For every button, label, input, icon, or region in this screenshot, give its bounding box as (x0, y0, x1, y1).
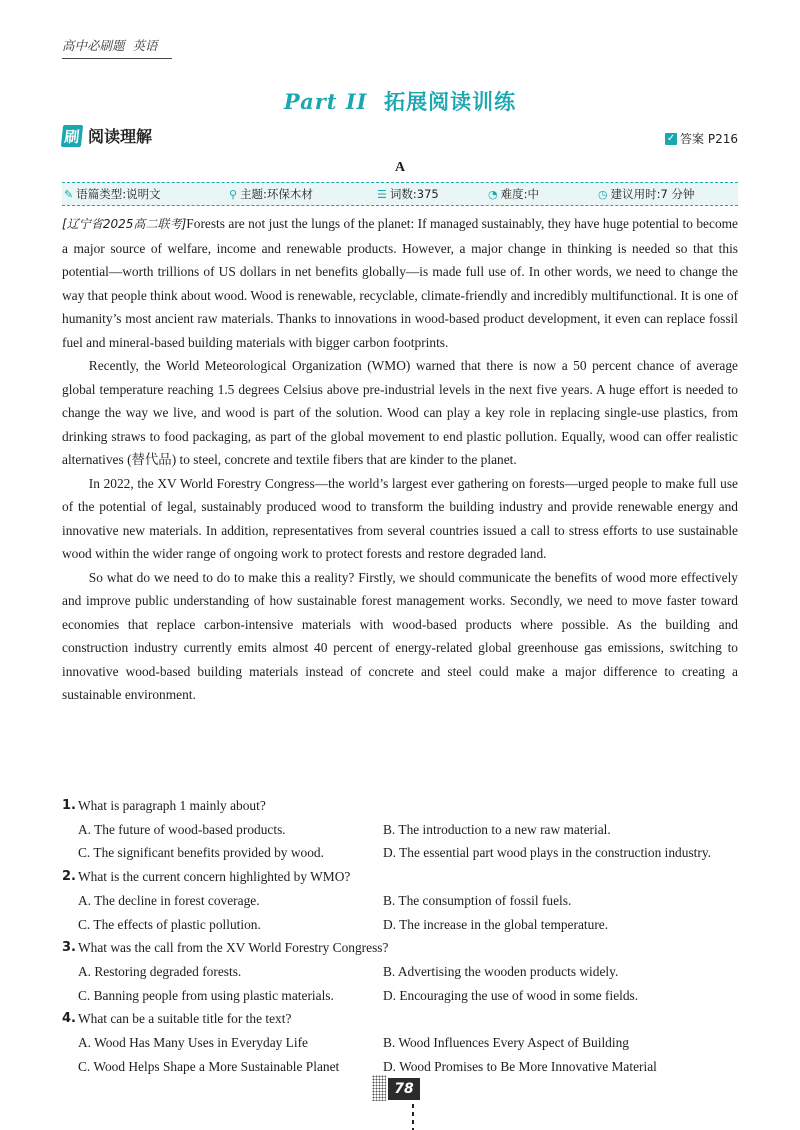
search-icon: ⚲ (229, 187, 238, 201)
list-icon: ☰ (377, 187, 387, 201)
part-label: Part II (283, 89, 368, 114)
option-d[interactable]: D. Wood Promises to Be More Innovative Material (383, 1058, 657, 1074)
question-stem: What is the current concern highlighted by WMO? (78, 869, 351, 885)
option-c[interactable]: C. Banning people from using plastic materials. (78, 987, 334, 1003)
option-b[interactable]: B. The consumption of fossil fuels. (383, 892, 572, 908)
question-number: 2. (62, 869, 76, 885)
page-number-decoration (372, 1075, 386, 1101)
question-number: 4. (62, 1011, 76, 1027)
paragraph: Recently, the World Meteorological Organization (WMO) warned that there is now a 50 percent chance of average global temperature reaching 1.5 degrees Celsius above pre-industrial levels in the next five years. A huge effort is needed to change the way we live, and wood is part of the solution. Wood can play a key role in replacing single-use plastics, from drinking straws to food packaging, as part of the global movement to end plastic pollution. Equally, wood can offer realistic alternatives (替代品) to steel, concrete and textile fibers that are kinder to the planet. (62, 358, 738, 467)
info-time (598, 186, 694, 202)
question-4 (62, 1007, 752, 1078)
question-stem: What can be a suitable title for the text? (78, 1011, 292, 1027)
question-1 (62, 794, 752, 865)
question-number: 1. (62, 798, 76, 813)
answer-ref-text: 答案 P216 (680, 132, 738, 146)
info-text: 建议用时:7 分钟 (610, 187, 695, 201)
subject-label: 英语 (132, 38, 158, 53)
paragraph-text: Forests are not just the lungs of the planet: If managed sustainably, they have huge potential to become a major source of welfare, income and renewable products. However, a major change in thinking is needed so that this potential—worth trillions of US dollars in net benefits globally—is made full use of. In other words, we need to change the way that people think about wood. Wood is renewable, recyclable, climate-friendly and incredibly multifunctional. It is one of humanity’s most ancient raw materials. Thanks to innovations in wood-based product development, it even can replace fossil fuel and mineral-based building materials with bigger carbon footprints. (62, 216, 738, 350)
question-3 (62, 936, 752, 1007)
info-difficulty (488, 186, 598, 202)
check-icon: ✓ (666, 132, 676, 144)
option-a[interactable]: A. Restoring degraded forests. (78, 963, 242, 979)
info-text: 词数:375 (389, 187, 439, 201)
option-d[interactable]: D. Encouraging the use of wood in some fields. (383, 987, 639, 1003)
option-d[interactable]: D. The essential part wood plays in the construction industry. (383, 845, 712, 861)
document-icon: ✎ (64, 187, 74, 201)
question-2 (62, 865, 752, 936)
reading-passage (62, 212, 738, 707)
question-list (62, 794, 752, 1078)
info-topic (229, 186, 377, 202)
question-stem: What is paragraph 1 mainly about? (78, 798, 266, 813)
option-a[interactable]: A. Wood Has Many Uses in Everyday Life (78, 1035, 308, 1051)
info-text: 语篇类型:说明文 (76, 187, 161, 201)
section-heading (62, 124, 152, 147)
paragraph: So what do we need to do to make this a reality? Firstly, we should communicate the benefits of wood more effectively and improve public understanding of how sustainable forest management works. Secondly, we need to move faster toward economies that replace carbon-intensive materials with wood-based products where possible. As the building and construction industry currently emits almost 40 percent of energy-related global greenhouse gas emissions, switching to innovative wood-based building materials instead of concrete and steel could make a major difference to creating a sustainable environment. (62, 569, 738, 702)
book-title: 高中必刷题 (62, 38, 125, 53)
brush-icon: 刷 (61, 125, 83, 147)
option-c[interactable]: C. The effects of plastic pollution. (78, 916, 261, 932)
passage-label: A (394, 160, 406, 175)
option-b[interactable]: B. The introduction to a new raw material. (383, 821, 611, 837)
clock-icon: ◷ (598, 187, 608, 201)
option-a[interactable]: A. The future of wood-based products. (78, 821, 286, 837)
info-word-count (377, 186, 488, 202)
option-b[interactable]: B. Wood Influences Every Aspect of Building (383, 1035, 629, 1051)
part-name: 拓展阅读训练 (384, 90, 517, 114)
header-divider (62, 58, 172, 59)
option-a[interactable]: A. The decline in forest coverage. (78, 892, 260, 908)
option-b[interactable]: B. Advertising the wooden products widely. (383, 963, 619, 979)
option-c[interactable]: C. The significant benefits provided by wood. (78, 845, 324, 861)
gauge-icon: ◔ (488, 187, 498, 201)
passage-info-bar (62, 182, 738, 206)
part-title (0, 86, 800, 116)
info-text: 主题:环保木材 (240, 187, 313, 201)
option-c[interactable]: C. Wood Helps Shape a More Sustainable Planet (78, 1058, 340, 1074)
section-label: 阅读理解 (88, 127, 153, 146)
page-number: 78 (388, 1078, 420, 1100)
question-number: 3. (62, 940, 76, 956)
running-header (62, 36, 158, 54)
info-genre (64, 186, 229, 202)
source-label: [辽宁省2025高二联考] (62, 217, 187, 231)
answer-reference (665, 130, 738, 147)
question-stem: What was the call from the XV World Forestry Congress? (78, 940, 389, 956)
paragraph: In 2022, the XV World Forestry Congress—the world’s largest ever gathering on forests—urged people to make full use of the potential of legal, sustainably produced wood to transform the building industry and provide renewable energy and innovative new materials. In addition, representatives from several countries issued a call to stress efforts to use sustainable wood within the wider range of ongoing work to protect forests and restore degraded land. (62, 475, 738, 561)
edge-marker (412, 1104, 414, 1130)
option-d[interactable]: D. The increase in the global temperature. (383, 916, 609, 932)
info-text: 难度:中 (500, 187, 539, 201)
paragraph (62, 212, 738, 354)
